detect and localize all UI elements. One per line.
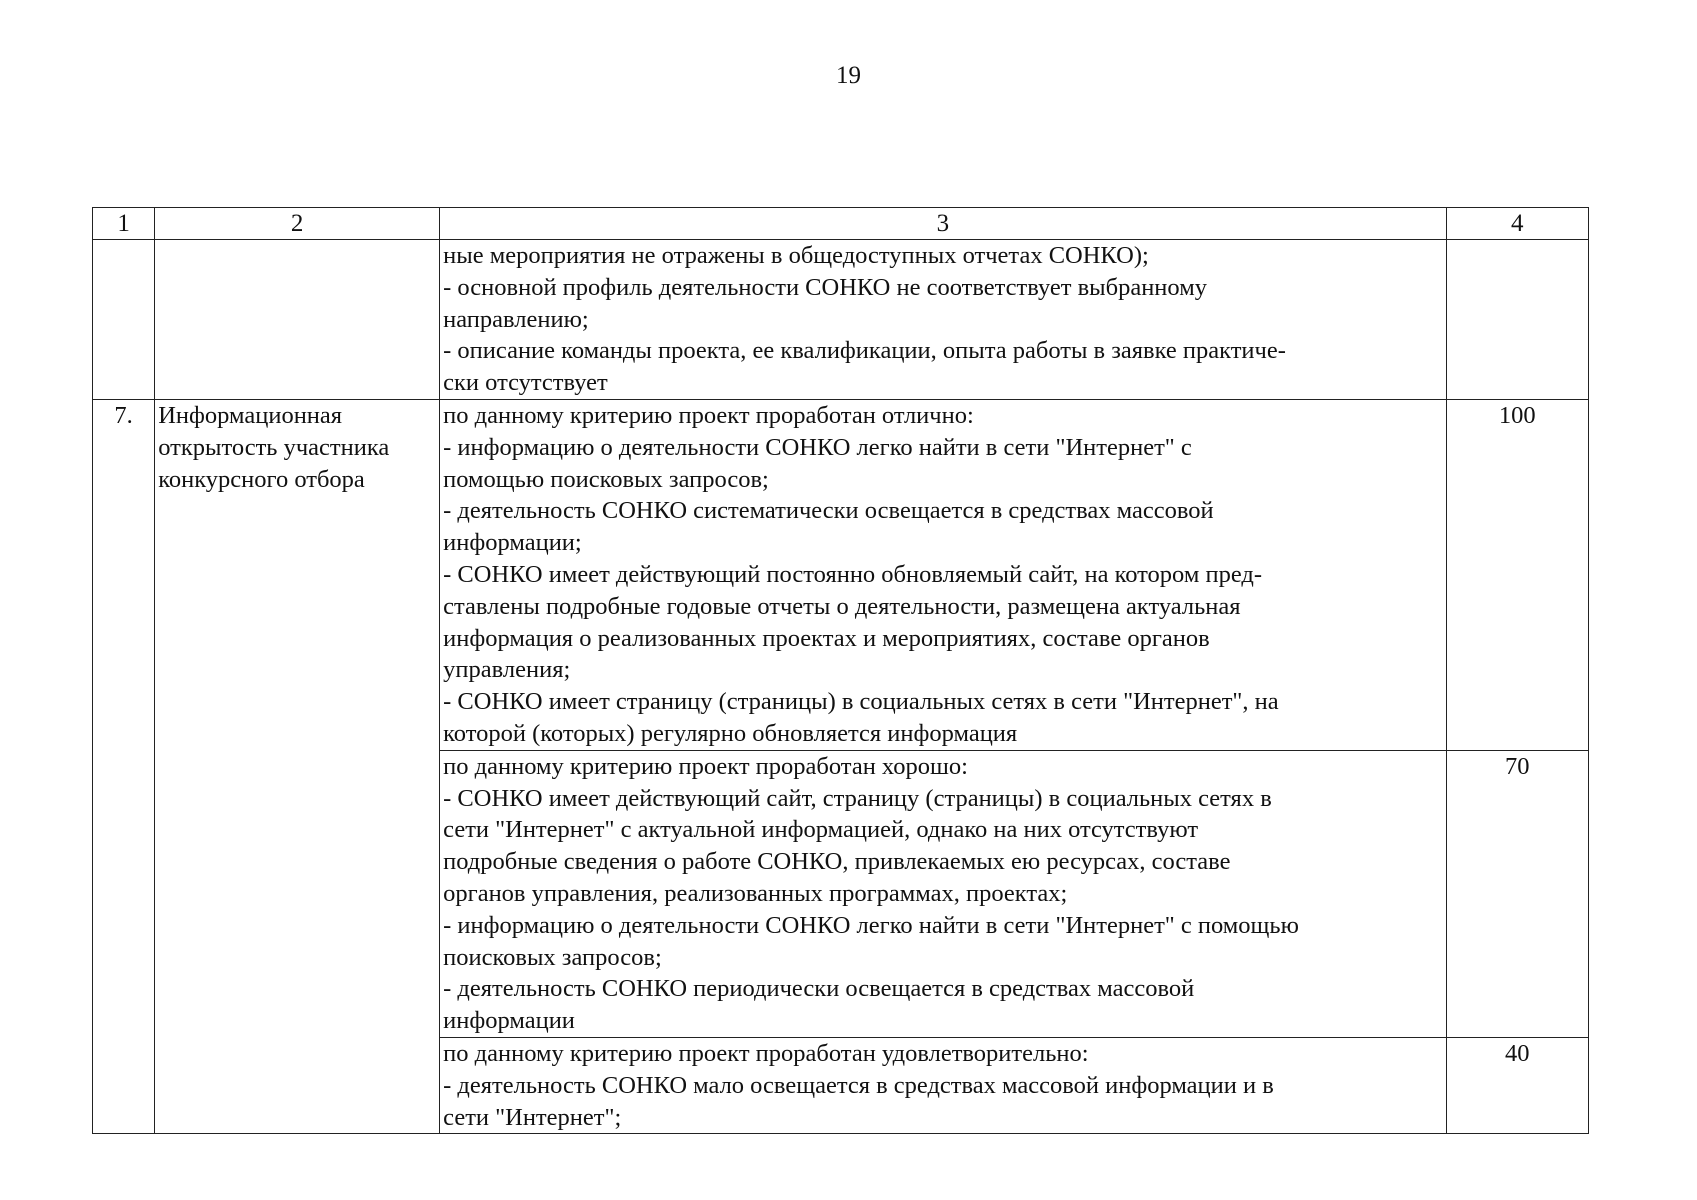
continuation-name-cell <box>155 240 440 400</box>
continuation-line: - основной профиль деятельности СОНКО не соответствует выбранному <box>443 273 1207 301</box>
level-line: - информацию о деятельности СОНКО легко найти в сети "Интернет" с помощью <box>443 911 1299 939</box>
column-header-2: 2 <box>155 208 440 240</box>
level-line: ставлены подробные годовые отчеты о деятельности, размещена актуальная <box>443 592 1241 620</box>
level-line: которой (которых) регулярно обновляется информация <box>443 719 1018 747</box>
criterion-number: 7. <box>93 399 155 1133</box>
level-line: сети "Интернет" с актуальной информацией, однако на них отсутствуют <box>443 816 1199 844</box>
criterion-row-level-1 <box>93 399 1589 750</box>
level-line: - СОНКО имеет действующий сайт, страницу (страницы) в социальных сетях в <box>443 784 1272 812</box>
level-line: - деятельность СОНКО систематически освещается в средствах массовой <box>443 497 1214 525</box>
level-line: - информацию о деятельности СОНКО легко найти в сети "Интернет" с <box>443 433 1192 461</box>
continuation-number-cell <box>93 240 155 400</box>
criterion-name-line: Информационная <box>158 401 343 429</box>
level-description-cell <box>440 1037 1446 1133</box>
table-header-row <box>93 208 1589 240</box>
level-line: - СОНКО имеет страницу (страницы) в социальных сетях в сети "Интернет", на <box>443 688 1279 716</box>
level-line: подробные сведения о работе СОНКО, привлекаемых ею ресурсах, составе <box>443 848 1231 876</box>
continuation-description-cell <box>440 240 1446 400</box>
criterion-name-line: открытость участника <box>158 433 390 461</box>
level-line: информация о реализованных проектах и мероприятиях, составе органов <box>443 624 1210 652</box>
column-header-1: 1 <box>93 208 155 240</box>
level-line: по данному критерию проект проработан хорошо: <box>443 752 968 780</box>
criterion-name-line: конкурсного отбора <box>158 465 365 493</box>
level-line: органов управления, реализованных программах, проектах; <box>443 879 1068 907</box>
level-score: 70 <box>1446 750 1589 1037</box>
level-score: 100 <box>1446 399 1589 750</box>
continuation-score-cell <box>1446 240 1589 400</box>
level-description-cell <box>440 750 1446 1037</box>
level-line: информации; <box>443 529 582 557</box>
criteria-table <box>92 207 1589 1134</box>
continuation-line: - описание команды проекта, ее квалификации, опыта работы в заявке практиче- <box>443 337 1286 365</box>
level-line: сети "Интернет"; <box>443 1103 622 1131</box>
level-line: - деятельность СОНКО периодически освещается в средствах массовой <box>443 975 1195 1003</box>
continuation-line: ски отсутствует <box>443 369 608 397</box>
continuation-line: ные мероприятия не отражены в общедоступных отчетах СОНКО); <box>443 242 1149 269</box>
level-line: по данному критерию проект проработан отлично: <box>443 401 974 429</box>
level-line: - СОНКО имеет действующий постоянно обновляемый сайт, на котором пред- <box>443 560 1263 588</box>
level-line: информации <box>443 1007 575 1035</box>
level-line: поисковых запросов; <box>443 943 662 971</box>
column-header-4: 4 <box>1446 208 1589 240</box>
continuation-row <box>93 240 1589 400</box>
column-header-3: 3 <box>440 208 1446 240</box>
level-line: помощью поисковых запросов; <box>443 465 769 493</box>
level-description-cell <box>440 399 1446 750</box>
criterion-name-cell <box>155 399 440 1133</box>
level-line: по данному критерию проект проработан удовлетворительно: <box>443 1039 1089 1067</box>
level-score: 40 <box>1446 1037 1589 1133</box>
continuation-line: направлению; <box>443 305 589 333</box>
page-number: 19 <box>836 62 861 89</box>
level-line: - деятельность СОНКО мало освещается в средствах массовой информации и в <box>443 1071 1274 1099</box>
level-line: управления; <box>443 656 571 684</box>
